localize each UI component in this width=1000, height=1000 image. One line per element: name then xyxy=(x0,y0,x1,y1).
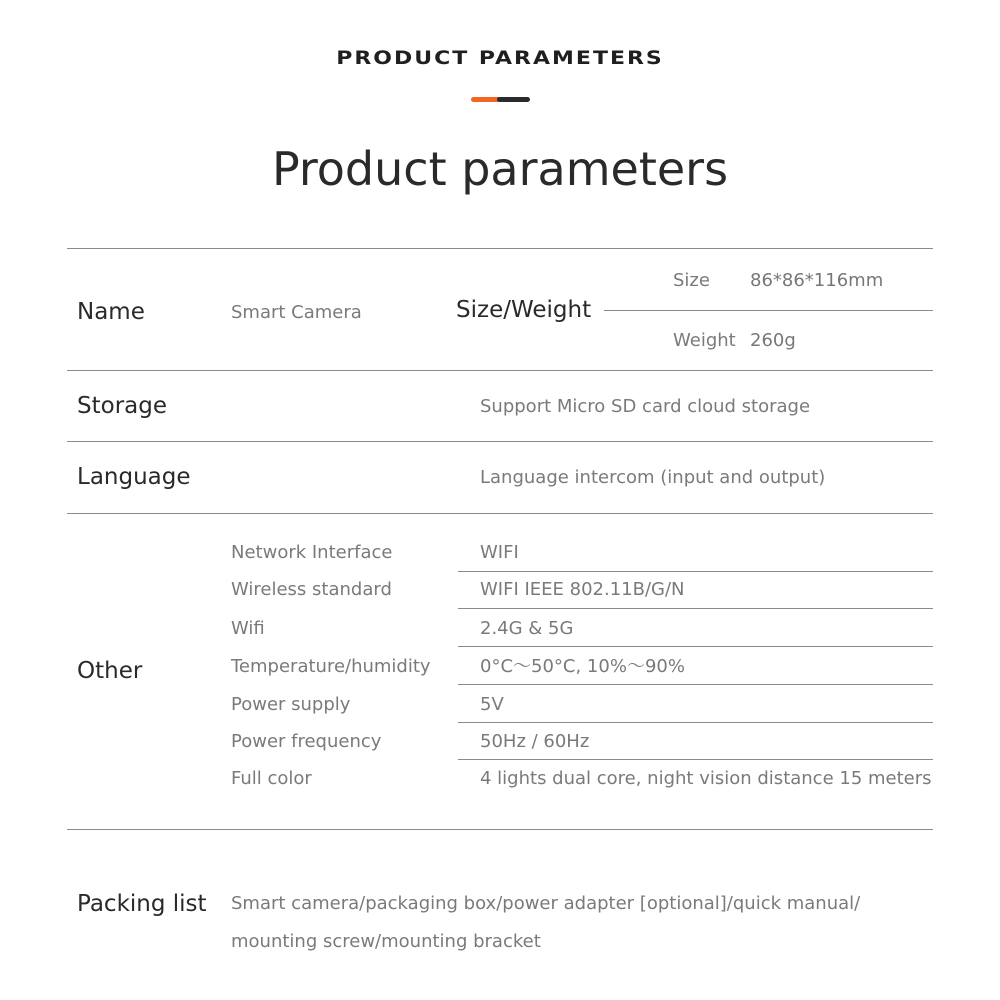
other-key-power-supply: Power supply xyxy=(231,694,351,715)
size-value: 86*86*116mm xyxy=(750,270,884,291)
other-key-wireless: Wireless standard xyxy=(231,579,392,600)
other-value-temperature: 0°C～50°C, 10%～90% xyxy=(480,656,685,677)
divider-bottom xyxy=(67,829,933,830)
other-key-power-frequency: Power frequency xyxy=(231,731,382,752)
other-value-power-frequency: 50Hz / 60Hz xyxy=(480,731,590,752)
packing-label: Packing list xyxy=(77,891,207,917)
divider-other-5 xyxy=(458,722,933,723)
weight-value: 260g xyxy=(750,330,796,351)
other-value-wireless: WIFI IEEE 802.11B/G/N xyxy=(480,579,685,600)
size-label: Size xyxy=(673,270,710,291)
other-value-full-color: 4 lights dual core, night vision distance 15 meters xyxy=(480,768,932,789)
divider-name xyxy=(67,370,933,371)
other-value-network: WIFI xyxy=(480,542,519,563)
divider-language xyxy=(67,513,933,514)
header-title-en: PRODUCT PARAMETERS xyxy=(336,47,664,70)
language-value: Language intercom (input and output) xyxy=(480,467,826,488)
storage-label: Storage xyxy=(77,393,167,419)
divider-other-1 xyxy=(458,571,933,572)
name-value: Smart Camera xyxy=(231,302,362,323)
other-label: Other xyxy=(77,658,143,684)
weight-label: Weight xyxy=(673,330,736,351)
divider-other-6 xyxy=(458,759,933,760)
divider-size-weight xyxy=(604,310,933,311)
page-title: Product parameters xyxy=(271,142,729,196)
divider-storage xyxy=(67,441,933,442)
other-key-network: Network Interface xyxy=(231,542,393,563)
language-label: Language xyxy=(77,464,191,490)
divider-other-3 xyxy=(458,646,933,647)
packing-value-line1: Smart camera/packaging box/power adapter [optional]/quick manual/ xyxy=(231,893,861,914)
other-key-wifi: Wifi xyxy=(231,618,265,639)
other-value-power-supply: 5V xyxy=(480,694,504,715)
accent-bar-dark xyxy=(497,97,530,102)
other-key-full-color: Full color xyxy=(231,768,312,789)
other-key-temperature: Temperature/humidity xyxy=(231,656,431,677)
name-label: Name xyxy=(77,299,145,325)
divider-other-4 xyxy=(458,684,933,685)
divider-other-2 xyxy=(458,608,933,609)
size-weight-label: Size/Weight xyxy=(456,297,592,323)
divider-top xyxy=(67,248,933,249)
packing-value-line2: mounting screw/mounting bracket xyxy=(231,931,541,952)
storage-value: Support Micro SD card cloud storage xyxy=(480,396,811,417)
other-value-wifi: 2.4G & 5G xyxy=(480,618,574,639)
